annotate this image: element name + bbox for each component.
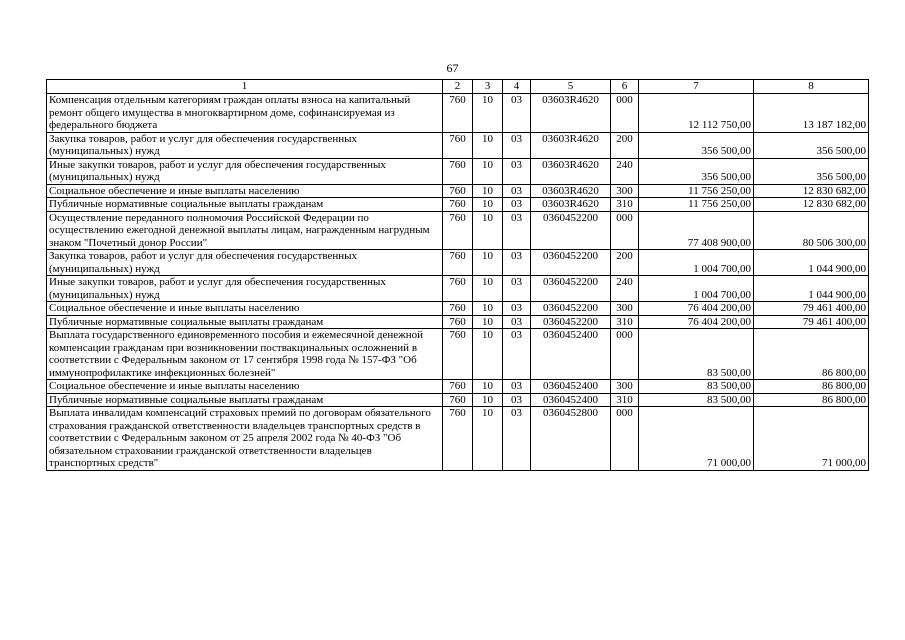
budget-table: [46, 79, 869, 471]
target-article-cell: 03603R4620: [531, 184, 611, 198]
name-cell: Социальное обеспечение и иные выплаты населению: [47, 302, 443, 316]
expense-type-cell: 240: [611, 158, 639, 184]
name-cell: Публичные нормативные социальные выплаты гражданам: [47, 393, 443, 407]
header-row: [47, 80, 869, 94]
amount-year1-cell: 11 756 250,00: [639, 184, 754, 198]
amount-year2-cell: 12 830 682,00: [754, 184, 869, 198]
amount-year2-cell: 12 830 682,00: [754, 198, 869, 212]
amount-year2-cell: 13 187 182,00: [754, 94, 869, 133]
subsection-cell: 03: [503, 132, 531, 158]
amount-year1-cell: 71 000,00: [639, 407, 754, 471]
header-cell: 6: [611, 80, 639, 94]
section-cell: 10: [473, 380, 503, 394]
name-cell: Иные закупки товаров, работ и услуг для обеспечения государственных (муниципальных) нужд: [47, 158, 443, 184]
subsection-cell: 03: [503, 407, 531, 471]
amount-year2-cell: 356 500,00: [754, 158, 869, 184]
admin-code-cell: 760: [443, 276, 473, 302]
name-cell: Иные закупки товаров, работ и услуг для обеспечения государственных (муниципальных) нужд: [47, 276, 443, 302]
name-cell: Социальное обеспечение и иные выплаты населению: [47, 184, 443, 198]
header-cell: 5: [531, 80, 611, 94]
target-article-cell: 0360452400: [531, 329, 611, 380]
subsection-cell: 03: [503, 211, 531, 250]
amount-year2-cell: 356 500,00: [754, 132, 869, 158]
header-cell: 7: [639, 80, 754, 94]
section-cell: 10: [473, 250, 503, 276]
amount-year1-cell: 356 500,00: [639, 158, 754, 184]
name-cell: Осуществление переданного полномочия Российской Федерации по осуществлению ежегодной денежной выплаты лицам, награжденным нагрудным знаком "Почетный донор России": [47, 211, 443, 250]
expense-type-cell: 300: [611, 380, 639, 394]
subsection-cell: 03: [503, 158, 531, 184]
admin-code-cell: 760: [443, 198, 473, 212]
table-row: [47, 132, 869, 158]
name-cell: Публичные нормативные социальные выплаты гражданам: [47, 315, 443, 329]
expense-type-cell: 000: [611, 94, 639, 133]
expense-type-cell: 000: [611, 211, 639, 250]
page-number: 67: [446, 61, 459, 75]
amount-year2-cell: 71 000,00: [754, 407, 869, 471]
table-row: [47, 302, 869, 316]
amount-year2-cell: 1 044 900,00: [754, 276, 869, 302]
subsection-cell: 03: [503, 198, 531, 212]
expense-type-cell: 000: [611, 329, 639, 380]
amount-year2-cell: 79 461 400,00: [754, 315, 869, 329]
expense-type-cell: 200: [611, 250, 639, 276]
subsection-cell: 03: [503, 276, 531, 302]
target-article-cell: 0360452200: [531, 250, 611, 276]
target-article-cell: 0360452200: [531, 315, 611, 329]
amount-year1-cell: 356 500,00: [639, 132, 754, 158]
target-article-cell: 03603R4620: [531, 158, 611, 184]
admin-code-cell: 760: [443, 158, 473, 184]
expense-type-cell: 300: [611, 184, 639, 198]
subsection-cell: 03: [503, 315, 531, 329]
table-row: [47, 211, 869, 250]
name-cell: Закупка товаров, работ и услуг для обеспечения государственных (муниципальных) нужд: [47, 250, 443, 276]
amount-year1-cell: 83 500,00: [639, 380, 754, 394]
target-article-cell: 03603R4620: [531, 198, 611, 212]
name-cell: Публичные нормативные социальные выплаты гражданам: [47, 198, 443, 212]
expense-type-cell: 310: [611, 315, 639, 329]
amount-year2-cell: 80 506 300,00: [754, 211, 869, 250]
section-cell: 10: [473, 94, 503, 133]
expense-type-cell: 200: [611, 132, 639, 158]
expense-type-cell: 000: [611, 407, 639, 471]
header-cell: 1: [47, 80, 443, 94]
admin-code-cell: 760: [443, 250, 473, 276]
target-article-cell: 0360452200: [531, 276, 611, 302]
admin-code-cell: 760: [443, 393, 473, 407]
amount-year1-cell: 1 004 700,00: [639, 250, 754, 276]
admin-code-cell: 760: [443, 211, 473, 250]
target-article-cell: 0360452200: [531, 302, 611, 316]
amount-year1-cell: 77 408 900,00: [639, 211, 754, 250]
section-cell: 10: [473, 329, 503, 380]
table-row: [47, 184, 869, 198]
admin-code-cell: 760: [443, 132, 473, 158]
subsection-cell: 03: [503, 393, 531, 407]
section-cell: 10: [473, 276, 503, 302]
name-cell: Выплата государственного единовременного пособия и ежемесячной денежной компенсации гражданам при возникновении поствакцинальных осложнений в соответствии с Федеральным законом от 17 сентября 1998 года № 157-ФЗ "Об иммунопрофилактике инфекционных болезней": [47, 329, 443, 380]
admin-code-cell: 760: [443, 94, 473, 133]
table-row: [47, 407, 869, 471]
amount-year2-cell: 79 461 400,00: [754, 302, 869, 316]
target-article-cell: 0360452800: [531, 407, 611, 471]
expense-type-cell: 240: [611, 276, 639, 302]
name-cell: Социальное обеспечение и иные выплаты населению: [47, 380, 443, 394]
section-cell: 10: [473, 184, 503, 198]
admin-code-cell: 760: [443, 315, 473, 329]
admin-code-cell: 760: [443, 407, 473, 471]
table-row: [47, 393, 869, 407]
subsection-cell: 03: [503, 184, 531, 198]
amount-year1-cell: 76 404 200,00: [639, 302, 754, 316]
target-article-cell: 03603R4620: [531, 132, 611, 158]
section-cell: 10: [473, 132, 503, 158]
amount-year1-cell: 11 756 250,00: [639, 198, 754, 212]
amount-year1-cell: 1 004 700,00: [639, 276, 754, 302]
section-cell: 10: [473, 393, 503, 407]
section-cell: 10: [473, 407, 503, 471]
section-cell: 10: [473, 158, 503, 184]
table-row: [47, 250, 869, 276]
table-row: [47, 380, 869, 394]
target-article-cell: 0360452400: [531, 393, 611, 407]
table-row: [47, 276, 869, 302]
subsection-cell: 03: [503, 302, 531, 316]
target-article-cell: 0360452200: [531, 211, 611, 250]
admin-code-cell: 760: [443, 184, 473, 198]
amount-year1-cell: 76 404 200,00: [639, 315, 754, 329]
header-cell: 2: [443, 80, 473, 94]
amount-year1-cell: 83 500,00: [639, 393, 754, 407]
amount-year2-cell: 86 800,00: [754, 380, 869, 394]
amount-year2-cell: 86 800,00: [754, 329, 869, 380]
amount-year1-cell: 83 500,00: [639, 329, 754, 380]
header-cell: 8: [754, 80, 869, 94]
admin-code-cell: 760: [443, 329, 473, 380]
name-cell: Выплата инвалидам компенсаций страховых премий по договорам обязательного страхования гражданской ответственности владельцев транспортных средств в соответствии с Федеральным законом от 25 апреля 2002 года № 40-ФЗ "Об обязательном страховании гражданской ответственности владельцев транспортных средств": [47, 407, 443, 471]
section-cell: 10: [473, 315, 503, 329]
header-cell: 3: [473, 80, 503, 94]
expense-type-cell: 300: [611, 302, 639, 316]
table-row: [47, 315, 869, 329]
section-cell: 10: [473, 211, 503, 250]
table-row: [47, 94, 869, 133]
section-cell: 10: [473, 198, 503, 212]
amount-year2-cell: 86 800,00: [754, 393, 869, 407]
admin-code-cell: 760: [443, 380, 473, 394]
subsection-cell: 03: [503, 250, 531, 276]
subsection-cell: 03: [503, 380, 531, 394]
header-cell: 4: [503, 80, 531, 94]
table-row: [47, 158, 869, 184]
admin-code-cell: 760: [443, 302, 473, 316]
amount-year1-cell: 12 112 750,00: [639, 94, 754, 133]
subsection-cell: 03: [503, 94, 531, 133]
expense-type-cell: 310: [611, 198, 639, 212]
table-row: [47, 198, 869, 212]
amount-year2-cell: 1 044 900,00: [754, 250, 869, 276]
target-article-cell: 0360452400: [531, 380, 611, 394]
table-row: [47, 329, 869, 380]
expense-type-cell: 310: [611, 393, 639, 407]
subsection-cell: 03: [503, 329, 531, 380]
name-cell: Закупка товаров, работ и услуг для обеспечения государственных (муниципальных) нужд: [47, 132, 443, 158]
section-cell: 10: [473, 302, 503, 316]
target-article-cell: 03603R4620: [531, 94, 611, 133]
name-cell: Компенсация отдельным категориям граждан оплаты взноса на капитальный ремонт общего имущества в многоквартирном доме, софинансируемая из федерального бюджета: [47, 94, 443, 133]
